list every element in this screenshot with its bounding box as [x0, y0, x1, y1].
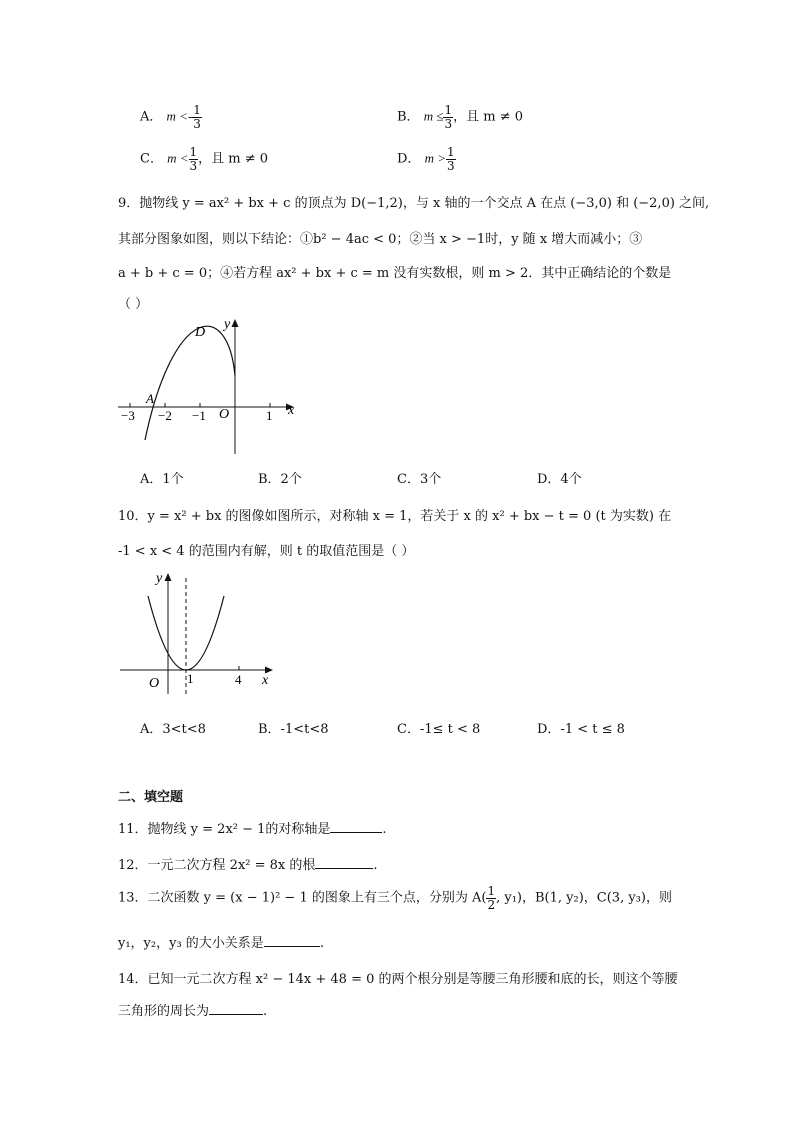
q9-label-x: x	[288, 403, 295, 418]
q9-answer-paren: （ ）	[118, 297, 149, 312]
q8-option-a-fraction	[192, 104, 202, 130]
q9-option-c: C．3个	[397, 472, 442, 487]
q8-option-b-num: 1	[444, 103, 453, 117]
q10-label-x: x	[262, 673, 269, 688]
q8-option-b-fraction	[443, 104, 453, 130]
q8-option-b-label: B．	[397, 109, 420, 125]
q10-line-1: 10．y = x² + bx 的图像如图所示，对称轴 x = 1，若关于 x 的 x² + bx − t = 0 (t 为实数) 在	[118, 509, 672, 524]
q9-label-a: A	[146, 391, 154, 406]
q9-line-1: 9．抛物线 y = ax² + bx + c 的顶点为 D(−1,2)，与 x 轴的一个交点 A 在点 (−3,0) 和 (−2,0) 之间,	[118, 196, 710, 211]
q14-text-line2: 三角形的周长为	[118, 1004, 210, 1019]
q13-fraction	[486, 885, 496, 911]
q9-label-m2: −2	[158, 408, 172, 423]
q10-option-a: A．3<t<8	[140, 722, 206, 737]
q13-text-pre: 13．二次函数 y = (x − 1)² − 1 的图象上有三个点，分别为 A(	[118, 890, 487, 906]
q9-label-o: O	[219, 407, 230, 422]
q8-option-c-den: 3	[189, 158, 198, 173]
q13-line-1	[118, 885, 672, 911]
q10-option-c: C．-1≤ t < 8	[397, 722, 481, 737]
q8-option-d-expr: m >	[424, 150, 446, 166]
q8-option-a-den: 3	[193, 116, 201, 131]
q10-line-2: -1 < x < 4 的范围内有解，则 t 的取值范围是（ ）	[118, 544, 415, 559]
q10-y-arrow	[165, 573, 172, 581]
q12-blank	[315, 856, 373, 869]
q10-option-b: B．-1<t<8	[258, 722, 329, 737]
q9-line-3: a + b + c = 0；④若方程 ax² + bx + c = m 没有实数根，则 m > 2．其中正确结论的个数是	[118, 266, 672, 281]
q12-period: .	[373, 858, 378, 873]
q10-label-o: O	[149, 676, 160, 691]
q9-label-y: y	[224, 317, 231, 332]
q8-option-b-den: 3	[444, 116, 453, 131]
q14-line-1: 14．已知一元二次方程 x² − 14x + 48 = 0 的两个根分别是等腰三角形腰和底的长，则这个等腰	[118, 972, 678, 987]
q8-option-d-fraction	[446, 146, 456, 172]
q8-option-b	[397, 104, 523, 130]
q10-label-4: 4	[235, 672, 242, 687]
q11	[118, 818, 387, 837]
q13-text-mid: , y₁)，B(1, y₂)，C(3, y₃)，则	[496, 890, 672, 906]
q8-option-c-tail: ，且 m ≠ 0	[198, 151, 269, 167]
q8-option-c-fraction	[189, 146, 199, 172]
q8-option-c	[140, 146, 268, 172]
q13-frac-num: 1	[487, 884, 496, 898]
q13-period: .	[319, 936, 324, 951]
q14-blank	[209, 1002, 263, 1015]
q13-text-line2: y₁，y₂，y₃ 的大小关系是	[118, 936, 264, 951]
q10-option-d: D．-1 < t ≤ 8	[537, 722, 625, 737]
q10-label-1: 1	[187, 671, 194, 686]
q14-line-2	[118, 1000, 267, 1019]
q11-blank	[330, 820, 382, 833]
q8-option-c-num: 1	[189, 145, 198, 159]
q10-graph	[118, 566, 288, 696]
q9-option-b: B．2个	[258, 472, 302, 487]
q12	[118, 854, 378, 873]
q8-option-a-expr: m <-	[166, 108, 193, 124]
q9-y-arrow	[232, 319, 239, 327]
q9-option-d: D．4个	[537, 472, 582, 487]
q8-option-d	[397, 146, 456, 172]
q9-label-p1: 1	[266, 408, 273, 423]
q14-period: .	[263, 1004, 268, 1019]
q8-option-a-num: 1	[193, 103, 201, 117]
q9-option-a: A．1个	[140, 472, 184, 487]
q9-label-m1: −1	[192, 408, 206, 423]
q9-line-2: 其部分图象如图，则以下结论：①b² − 4ac < 0；②当 x > −1时，y 随 x 增大而减小；③	[118, 232, 643, 247]
q8-option-c-expr: m <	[167, 150, 189, 166]
q10-label-y: y	[156, 571, 163, 586]
q9-label-m3: −3	[121, 408, 135, 423]
q8-option-a	[140, 104, 202, 130]
q13-frac-den: 2	[487, 897, 496, 912]
q9-graph	[118, 314, 308, 454]
q13-line-2	[118, 932, 324, 951]
q8-option-b-expr: m ≤	[423, 108, 444, 124]
q12-text: 12．一元二次方程 2x² = 8x 的根	[118, 858, 316, 873]
q8-option-d-num: 1	[447, 145, 455, 159]
q11-period: .	[382, 822, 387, 837]
q8-option-d-den: 3	[447, 158, 455, 173]
q8-option-b-tail: ，且 m ≠ 0	[453, 109, 524, 125]
section-title: 二、填空题	[118, 790, 184, 805]
q8-option-c-label: C．	[140, 151, 163, 167]
q8-option-a-label: A．	[140, 109, 163, 125]
q8-option-d-label: D．	[397, 151, 421, 167]
q9-label-d: D	[195, 325, 206, 340]
q13-blank	[264, 934, 320, 947]
q11-text: 11．抛物线 y = 2x² − 1的对称轴是	[118, 822, 331, 837]
